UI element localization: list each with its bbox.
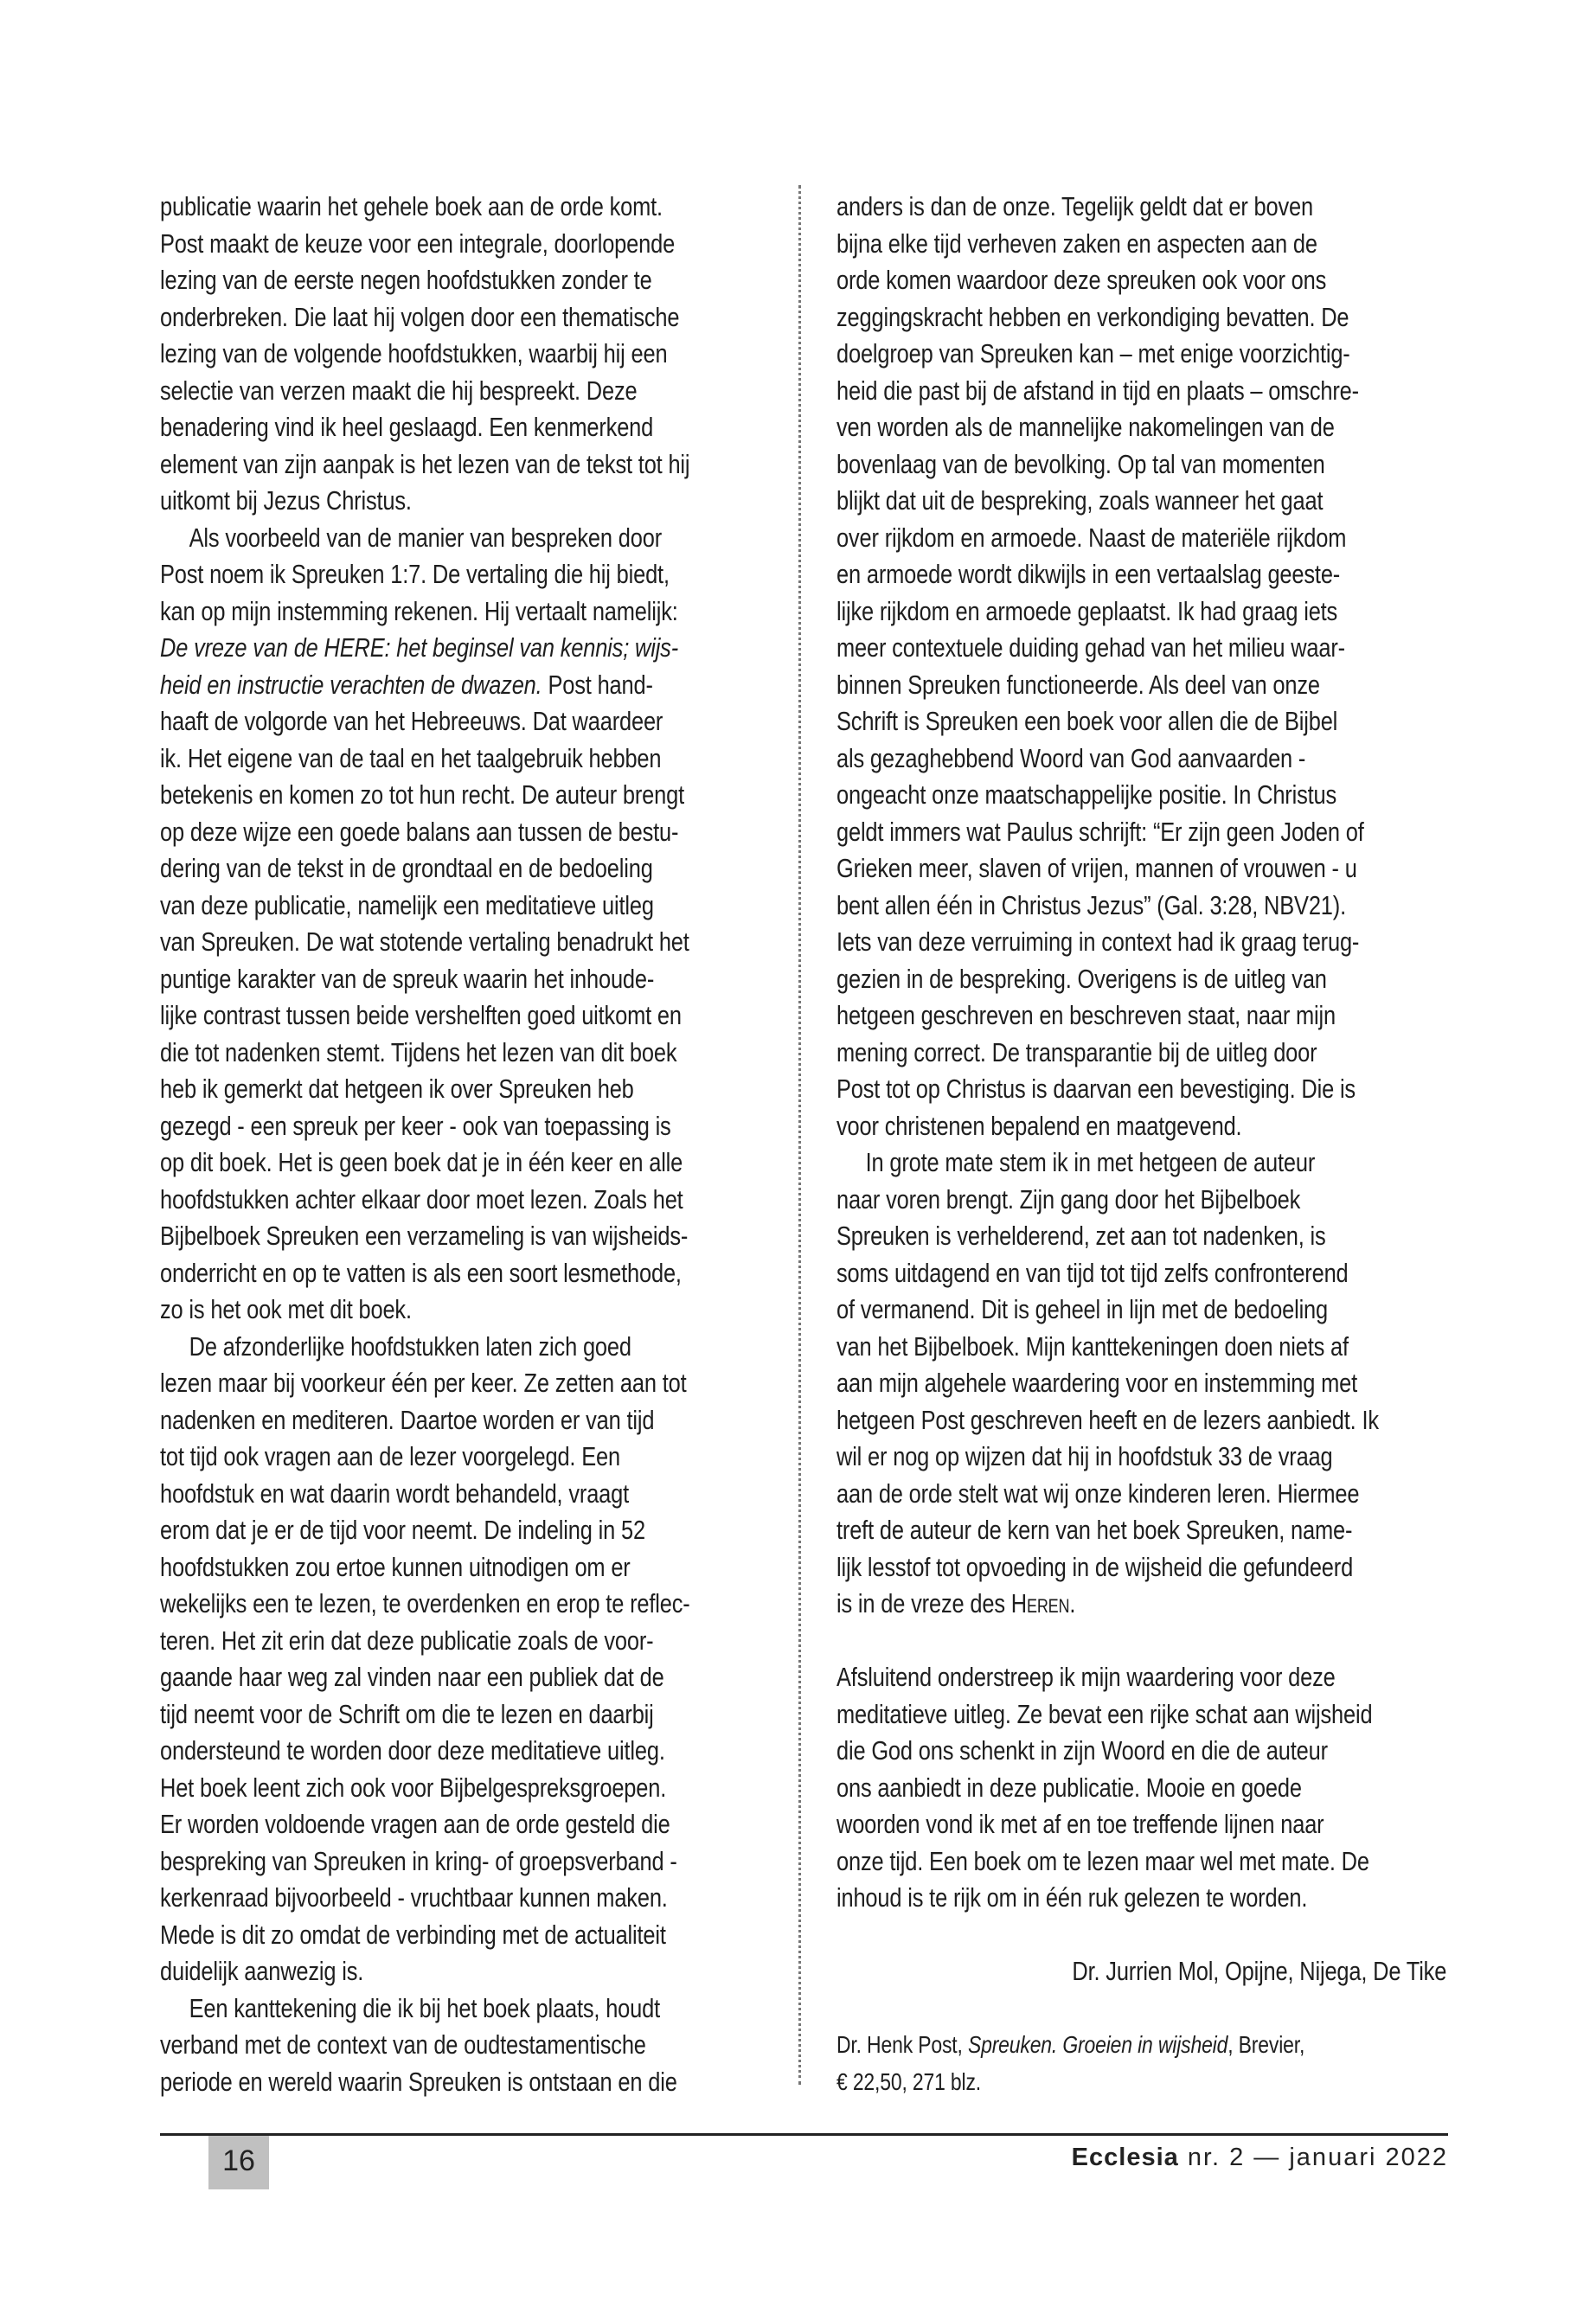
text-line	[836, 556, 1340, 593]
text-line	[160, 1218, 688, 1255]
text-segment: benadering vind ik heel geslaagd. Een kenmerkend	[160, 412, 654, 442]
text-line	[160, 262, 652, 299]
text-segment: ongeacht onze maatschappelijke positie. In Christus	[836, 779, 1337, 810]
page-number: 16	[208, 2136, 269, 2189]
text-segment: , Brevier,	[1227, 2031, 1305, 2058]
text-segment: naar voren brengt. Zijn gang door het Bijbelboek	[836, 1183, 1301, 1215]
text-line	[160, 740, 661, 778]
text-line	[160, 1659, 664, 1696]
text-segment: van het Bijbelboek. Mijn kanttekeningen doen niets af	[836, 1330, 1349, 1362]
text-line	[160, 924, 689, 961]
text-line	[160, 593, 678, 631]
text-line	[836, 1770, 1302, 1807]
text-line	[836, 961, 1327, 998]
text-segment: dering van de tekst in de grondtaal en de bedoeling	[160, 853, 653, 883]
text-line	[160, 1770, 666, 1807]
text-line	[160, 1402, 654, 1439]
text-segment: verband met de context van de oudtestamentische	[160, 2029, 646, 2060]
text-segment: ik. Het eigene van de taal en het taalgebruik hebben	[160, 742, 662, 773]
text-line	[836, 667, 1320, 704]
text-segment: lezing van de volgende hoofdstukken, waarbij hij een	[160, 338, 668, 369]
text-line	[160, 336, 667, 373]
text-line	[160, 1329, 631, 1366]
text-segment: zo is het ook met dit boek.	[160, 1294, 412, 1324]
text-line	[836, 1365, 1357, 1402]
text-line	[836, 924, 1359, 961]
text-line	[160, 1586, 690, 1623]
text-segment: onderricht en op te vatten is als een soort lesmethode,	[160, 1257, 682, 1288]
text-line	[836, 1696, 1372, 1734]
text-line	[836, 1035, 1317, 1072]
text-segment: erom dat je er de tijd voor neemt. De indeling in 52	[160, 1515, 645, 1545]
text-line	[836, 740, 1305, 778]
text-segment: zeggingskracht hebben en verkondiging bevatten. De	[836, 301, 1349, 332]
text-segment: die tot nadenken stemt. Tijdens het lezen van dit boek	[160, 1036, 677, 1067]
text-segment: voor christenen bepalend en maatgevend.	[836, 1110, 1242, 1141]
text-line	[836, 1108, 1241, 1145]
text-line	[160, 1623, 653, 1660]
text-segment: wekelijks een te lezen, te overdenken en erop te reflec-	[160, 1588, 690, 1618]
text-line	[160, 888, 654, 925]
text-line	[160, 1806, 670, 1843]
text-segment: hetgeen geschreven en beschreven staat, naar mijn	[836, 1000, 1336, 1030]
text-segment: geldt immers wat Paulus schrijft: “Er zijn geen Joden of	[836, 816, 1364, 847]
text-line	[836, 1218, 1326, 1255]
italic-text: Spreuken. Groeien in wijsheid	[967, 2031, 1228, 2058]
text-line	[836, 1549, 1353, 1586]
text-segment: op dit boek. Het is geen boek dat je in één keer en alle	[160, 1147, 683, 1177]
text-segment: mening correct. De transparantie bij de uitleg door	[836, 1036, 1317, 1067]
text-line	[160, 1512, 645, 1549]
footer-publication	[1072, 2144, 1448, 2172]
text-line	[160, 1880, 668, 1917]
text-segment: betekenis en komen zo tot hun recht. De auteur brengt	[160, 779, 685, 810]
text-line	[160, 189, 663, 226]
text-segment: Spreuken is verhelderend, zet aan tot nadenken, is	[836, 1221, 1326, 1251]
text-segment: van Spreuken. De wat stotende vertaling benadrukt het	[160, 926, 689, 957]
text-segment: als gezaghebbend Woord van God aanvaarden -	[836, 742, 1306, 773]
text-line	[836, 1071, 1356, 1108]
text-segment: die God ons schenkt in zijn Woord en die de auteur	[836, 1735, 1328, 1766]
text-line	[836, 850, 1357, 888]
text-segment: kan op mijn instemming rekenen. Hij vertaalt namelijk:	[160, 595, 678, 626]
text-segment: meer contextuele duiding gehad van het milieu waar-	[836, 632, 1345, 663]
text-line	[836, 409, 1335, 446]
text-line	[836, 1439, 1333, 1476]
text-segment: blijkt dat uit de bespreking, zoals wanneer het gaat	[836, 485, 1324, 516]
text-line	[160, 1917, 666, 1954]
text-segment: publicatie waarin het gehele boek aan de orde komt.	[160, 191, 663, 221]
text-segment: periode en wereld waarin Spreuken is ontstaan en die	[160, 2066, 677, 2097]
text-segment: Als voorbeeld van de manier van bespreken door	[189, 522, 663, 553]
text-segment: hoofdstukken zou ertoe kunnen uitnodigen om er	[160, 1551, 631, 1582]
text-line	[836, 1586, 1075, 1623]
text-line	[836, 593, 1337, 631]
text-segment: en armoede wordt dikwijls in een vertaalslag geeste-	[836, 559, 1341, 589]
text-segment: bovenlaag van de bevolking. Op tal van momenten	[836, 448, 1325, 479]
text-segment: soms uitdagend en van tijd tot tijd zelfs confronterend	[836, 1257, 1349, 1288]
text-segment: tijd neemt voor de Schrift om die te lezen en daarbij	[160, 1698, 654, 1729]
text-segment: lijke contrast tussen beide vershelften goed uitkomt en	[160, 1000, 682, 1030]
text-line	[836, 1733, 1328, 1770]
text-segment: nadenken en mediteren. Daartoe worden er van tijd	[160, 1404, 655, 1435]
text-segment: wil er nog op wijzen dat hij in hoofdstuk 33 de vraag	[836, 1441, 1333, 1471]
text-segment: op deze wijze een goede balans aan tussen de bestu-	[160, 816, 679, 847]
text-segment: Heren	[1010, 1588, 1070, 1618]
text-line	[160, 1549, 631, 1586]
text-line	[836, 1806, 1324, 1843]
text-line	[160, 1182, 683, 1219]
text-segment: ven worden als de mannelijke nakomelingen van de	[836, 412, 1335, 442]
text-line	[160, 1292, 412, 1329]
text-segment: gezien in de bespreking. Overigens is de uitleg van	[836, 963, 1327, 994]
text-segment: hoofdstuk en wat daarin wordt behandeld, vraagt	[160, 1477, 630, 1509]
text-segment: ons aanbiedt in deze publicatie. Mooie en goede	[836, 1772, 1302, 1803]
text-segment: kerkenraad bijvoorbeeld - vruchtbaar kunnen maken.	[160, 1882, 668, 1913]
italic-text: heid en instructie verachten de dwazen.	[160, 669, 542, 700]
text-line	[160, 226, 675, 263]
text-line	[836, 1402, 1379, 1439]
text-segment: inhoud is te rijk om in één ruk gelezen te worden.	[836, 1882, 1308, 1913]
text-line	[836, 777, 1336, 814]
text-line	[836, 226, 1317, 263]
text-segment: hetgeen Post geschreven heeft en de lezers aanbiedt. Ik	[836, 1404, 1379, 1435]
text-segment: heid die past bij de afstand in tijd en plaats – omschre-	[836, 375, 1359, 406]
text-segment: orde komen waardoor deze spreuken ook voor ons	[836, 265, 1327, 295]
text-segment: teren. Het zit erin dat deze publicatie zoals de voor-	[160, 1625, 654, 1656]
text-line	[836, 630, 1345, 667]
text-line	[160, 1733, 665, 1770]
text-segment: meditatieve uitleg. Ze bevat een rijke schat aan wijsheid	[836, 1698, 1373, 1729]
text-line	[160, 409, 653, 446]
text-segment: aan de orde stelt wat wij onze kinderen leren. Hiermee	[836, 1477, 1360, 1509]
text-segment: woorden vond ik met af en toe treffende lijnen naar	[836, 1809, 1324, 1839]
text-line	[836, 446, 1325, 484]
text-line	[160, 667, 653, 704]
text-line	[160, 1843, 677, 1881]
text-segment: bent allen één in Christus Jezus” (Gal. 3:28, NBV21).	[836, 889, 1346, 920]
text-line	[160, 1035, 676, 1072]
text-line	[160, 2064, 677, 2101]
text-segment: Post hand-	[542, 669, 653, 700]
text-segment: selectie van verzen maakt die hij bespreekt. Deze	[160, 375, 638, 406]
text-segment: over rijkdom en armoede. Naast de materiële rijkdom	[836, 522, 1347, 553]
text-line	[836, 1144, 1315, 1182]
text-line	[836, 336, 1350, 373]
text-segment: lezen maar bij voorkeur één per keer. Ze zetten aan tot	[160, 1368, 687, 1398]
text-line	[160, 850, 653, 888]
text-segment: hoofdstukken achter elkaar door moet lezen. Zoals het	[160, 1183, 683, 1215]
text-line	[160, 997, 682, 1035]
text-line	[160, 1696, 654, 1734]
text-line	[160, 1476, 629, 1513]
text-segment: tot tijd ook vragen aan de lezer voorgelegd. Een	[160, 1441, 620, 1471]
text-line	[836, 888, 1346, 925]
text-segment: is in de vreze des	[836, 1588, 1011, 1618]
text-segment: De afzonderlijke hoofdstukken laten zich goed	[189, 1330, 631, 1362]
text-line	[836, 520, 1346, 557]
text-line	[160, 556, 670, 593]
text-line	[160, 961, 654, 998]
text-line	[160, 703, 663, 740]
text-line	[836, 299, 1349, 336]
text-segment: binnen Spreuken functioneerde. Als deel van onze	[836, 669, 1320, 700]
text-line	[836, 1659, 1336, 1696]
text-line	[836, 189, 1313, 226]
text-line	[160, 483, 412, 520]
text-line	[836, 1329, 1349, 1366]
text-segment: of vermanend. Dit is geheel in lijn met de bedoeling	[836, 1294, 1329, 1324]
text-segment: Het boek leent zich ook voor Bijbelgespreksgroepen.	[160, 1772, 667, 1803]
text-segment: Dr. Henk Post,	[836, 2031, 968, 2058]
text-segment: Dr. Jurrien Mol, Opijne, Nijega, De Tike	[1072, 1956, 1447, 1986]
text-line	[160, 630, 678, 667]
text-segment: Bijbelboek Spreuken een verzameling is van wijsheids-	[160, 1221, 689, 1251]
text-segment: In grote mate stem ik in met hetgeen de auteur	[865, 1147, 1316, 1177]
text-segment: € 22,50, 271 blz.	[836, 2067, 981, 2095]
italic-text: De vreze van de HERE: het beginsel van kennis; wijs-	[160, 632, 679, 663]
magazine-name: Ecclesia	[1071, 2144, 1179, 2171]
text-segment: haaft de volgorde van het Hebreeuws. Dat waardeer	[160, 706, 663, 736]
text-segment: lijke rijkdom en armoede geplaatst. Ik had graag iets	[836, 595, 1338, 626]
text-segment: Er worden voldoende vragen aan de orde gesteld die	[160, 1809, 670, 1839]
text-line	[160, 2027, 646, 2064]
text-segment: van deze publicatie, namelijk een meditatieve uitleg	[160, 889, 654, 920]
text-segment: Een kanttekening die ik bij het boek plaats, houdt	[189, 1992, 660, 2023]
text-segment: gaande haar weg zal vinden naar een publiek dat de	[160, 1662, 664, 1692]
text-line	[836, 1512, 1352, 1549]
author-signature	[1072, 1953, 1446, 1990]
text-line	[836, 1255, 1349, 1292]
text-segment: Afsluitend onderstreep ik mijn waardering voor deze	[836, 1662, 1336, 1692]
text-line	[836, 814, 1364, 851]
text-segment: Post tot op Christus is daarvan een bevestiging. Die is	[836, 1074, 1356, 1104]
text-segment: Iets van deze verruiming in context had ik graag terug-	[836, 926, 1360, 957]
text-line	[836, 703, 1337, 740]
text-segment: Mede is dit zo omdat de verbinding met de actualiteit	[160, 1919, 666, 1950]
text-segment: puntige karakter van de spreuk waarin het inhoude-	[160, 963, 655, 994]
text-line	[836, 1880, 1307, 1917]
text-line	[160, 1990, 660, 2028]
text-line	[836, 262, 1326, 299]
text-segment: Post maakt de keuze voor een integrale, doorlopende	[160, 228, 676, 259]
footer-rule	[160, 2133, 1448, 2136]
text-line	[836, 1476, 1359, 1513]
text-line	[160, 520, 662, 557]
column-divider	[798, 185, 801, 2085]
text-segment: lezing van de eerste negen hoofdstukken zonder te	[160, 265, 652, 295]
text-line	[836, 1182, 1300, 1219]
text-segment: treft de auteur de kern van het boek Spreuken, name-	[836, 1515, 1353, 1545]
issue-info: nr. 2 — januari 2022	[1178, 2144, 1448, 2171]
text-segment: Schrift is Spreuken een boek voor allen die de Bijbel	[836, 706, 1338, 736]
text-line	[160, 814, 678, 851]
text-line	[160, 1439, 620, 1476]
text-line	[160, 1255, 682, 1292]
text-segment: bijna elke tijd verheven zaken en aspecten aan de	[836, 228, 1317, 259]
text-segment: onderbreken. Die laat hij volgen door een thematische	[160, 301, 680, 332]
text-segment: gezegd - een spreuk per keer - ook van toepassing is	[160, 1110, 671, 1141]
text-segment: bespreking van Spreuken in kring- of groepsverband -	[160, 1845, 677, 1876]
text-line	[160, 1953, 363, 1990]
text-segment: duidelijk aanwezig is.	[160, 1956, 364, 1986]
text-line	[836, 1843, 1369, 1881]
text-segment: Post noem ik Spreuken 1:7. De vertaling die hij biedt,	[160, 559, 670, 589]
text-segment: doelgroep van Spreuken kan – met enige voorzichtig-	[836, 338, 1350, 369]
text-line	[836, 997, 1336, 1035]
text-line	[160, 299, 679, 336]
text-segment: heb ik gemerkt dat hetgeen ik over Spreuken heb	[160, 1074, 634, 1104]
text-line	[836, 483, 1323, 520]
text-line	[836, 1292, 1328, 1329]
text-segment: element van zijn aanpak is het lezen van de tekst tot hij	[160, 448, 690, 479]
text-line	[160, 1108, 671, 1145]
text-line	[836, 373, 1359, 410]
text-segment: ondersteund te worden door deze meditatieve uitleg.	[160, 1735, 665, 1766]
book-reference	[836, 2064, 981, 2101]
text-segment: onze tijd. Een boek om te lezen maar wel met mate. De	[836, 1845, 1369, 1876]
text-segment: uitkomt bij Jezus Christus.	[160, 485, 412, 516]
text-line	[160, 373, 638, 410]
text-segment: aan mijn algehele waardering voor en instemming met	[836, 1368, 1358, 1398]
text-line	[160, 1144, 683, 1182]
text-segment: anders is dan de onze. Tegelijk geldt dat er boven	[836, 191, 1313, 221]
text-line	[160, 1365, 686, 1402]
text-segment: Grieken meer, slaven of vrijen, mannen of vrouwen - u	[836, 853, 1357, 883]
text-line	[160, 777, 684, 814]
book-reference	[836, 2027, 1304, 2064]
text-line	[160, 446, 689, 484]
text-line	[160, 1071, 634, 1108]
text-segment: lijk lesstof tot opvoeding in de wijsheid die gefundeerd	[836, 1551, 1354, 1582]
text-segment: .	[1069, 1588, 1076, 1618]
